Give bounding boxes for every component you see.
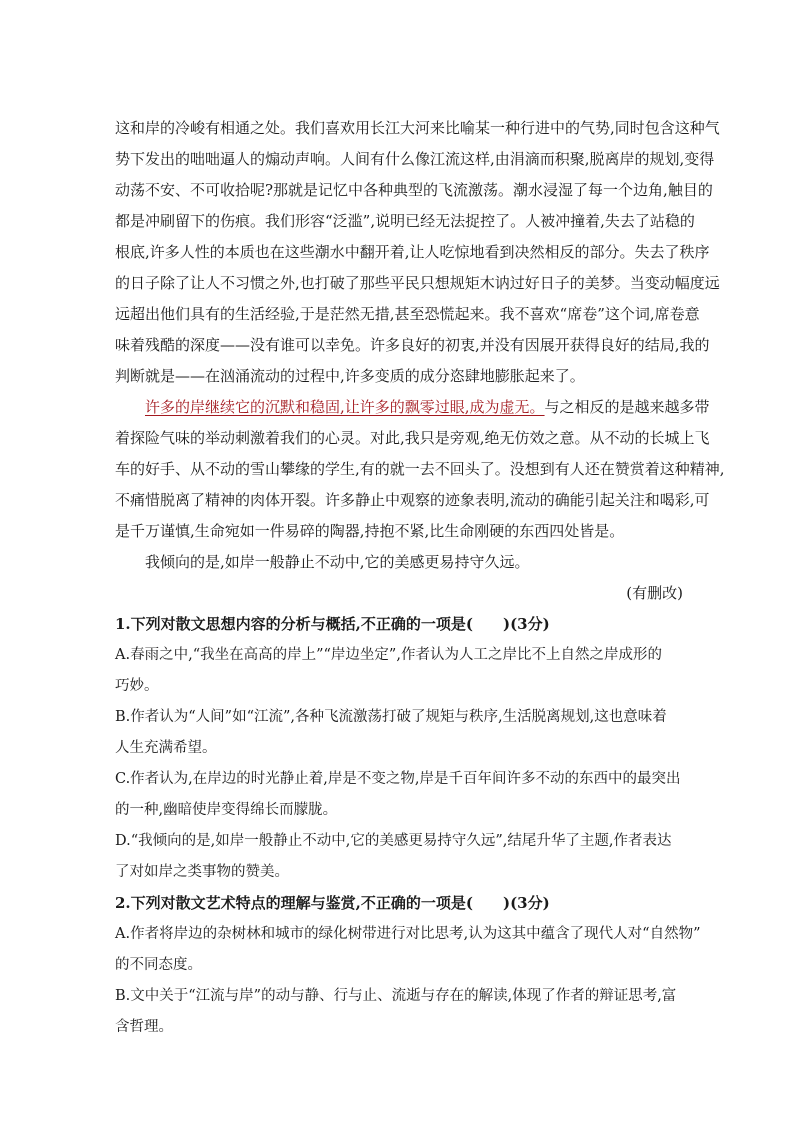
passage-line: 不痛惜脱离了精神的肉体开裂。许多静止中观察的迹象表明,流动的确能引起关注和喝彩,可 (115, 491, 710, 509)
passage-line: 判断就是——在汹涌流动的过程中,许多变质的成分恣肆地膨胀起来了。 (115, 367, 585, 385)
option-line: C.作者认为,在岸边的时光静止着,岸是不变之物,岸是千百年间许多不动的东西中的最突出 (115, 771, 681, 787)
passage-line (115, 392, 710, 423)
source-note: (有删改) (626, 584, 683, 602)
question-stem: 2.下列对散文艺术特点的理解与鉴赏,不正确的一项是( )(3分) (115, 894, 550, 912)
option-line: 巧妙。 (115, 678, 159, 694)
option-line: A.春雨之中,“我坐在高高的岸上”“岸边坐定”,作者认为人工之岸比不上自然之岸成形的 (115, 647, 662, 663)
passage-text: 与之相反的是越来越多带 (544, 398, 710, 416)
passage-line: 车的好手、从不动的雪山攀缘的学生,有的就一去不回头了。没想到有人还在赞赏着这种精神, (115, 460, 725, 478)
underlined-sentence: 许多的岸继续它的沉默和稳固,让许多的飘零过眼,成为虚无。 (145, 398, 545, 416)
passage-line: 根底,许多人性的本质也在这些潮水中翻开着,让人吃惊地看到决然相反的部分。失去了秩序 (115, 243, 710, 261)
option-line: B.文中关于“江流与岸”的动与静、行与止、流逝与存在的解读,体现了作者的辩证思考,富 (115, 988, 677, 1004)
passage-line: 味着残酷的深度——没有谁可以幸免。许多良好的初衷,并没有因展开获得良好的结局,我的 (115, 336, 710, 354)
passage-line: 我倾向的是,如岸一般静止不动中,它的美感更易持守久远。 (145, 553, 530, 571)
question-stem: 1.下列对散文思想内容的分析与概括,不正确的一项是( )(3分) (115, 615, 550, 633)
option-line: 含哲理。 (115, 1019, 173, 1035)
passage-line: 动荡不安、不可收拾呢?那就是记忆中各种典型的飞流激荡。潮水浸湿了每一个边角,触目的 (115, 181, 713, 199)
passage-line: 是千万谨慎,生命宛如一件易碎的陶器,持抱不紧,比生命刚硬的东西四处皆是。 (115, 522, 625, 540)
option-line: 的不同态度。 (115, 957, 202, 973)
passage-line: 都是冲刷留下的伤痕。我们形容“泛滥”,说明已经无法捉控了。人被冲撞着,失去了站稳的 (115, 212, 695, 230)
option-line: 人生充满希望。 (115, 740, 217, 756)
passage-line: 势下发出的咄咄逼人的煽动声响。人间有什么像江流这样,由涓滴而积聚,脱离岸的规划,变得 (115, 150, 715, 168)
passage-line: 这和岸的冷峻有相通之处。我们喜欢用长江大河来比喻某一种行进中的气势,同时包含这种气 (115, 119, 720, 137)
option-line: 了对如岸之类事物的赞美。 (115, 864, 289, 880)
passage-line: 着探险气味的举动刺激着我们的心灵。对此,我只是旁观,绝无仿效之意。从不动的长城上飞 (115, 429, 710, 447)
option-line: D.“我倾向的是,如岸一般静止不动中,它的美感更易持守久远”,结尾升华了主题,作者表达 (115, 833, 672, 849)
passage-line: 远超出他们具有的生活经验,于是茫然无措,甚至恐慌起来。我不喜欢“席卷”这个词,席卷意 (115, 305, 700, 323)
option-line: B.作者认为“人间”如“江流”,各种飞流激荡打破了规矩与秩序,生活脱离规划,这也意味着 (115, 709, 667, 725)
option-line: A.作者将岸边的杂树林和城市的绿化树带进行对比思考,认为这其中蕴含了现代人对“自然物” (115, 926, 701, 942)
passage-line: 的日子除了让人不习惯之外,也打破了那些平民只想规矩木讷过好日子的美梦。当变动幅度远 (115, 274, 720, 292)
passage-body (115, 113, 725, 1043)
option-line: 的一种,幽暗使岸变得绵长而朦胧。 (115, 802, 338, 818)
